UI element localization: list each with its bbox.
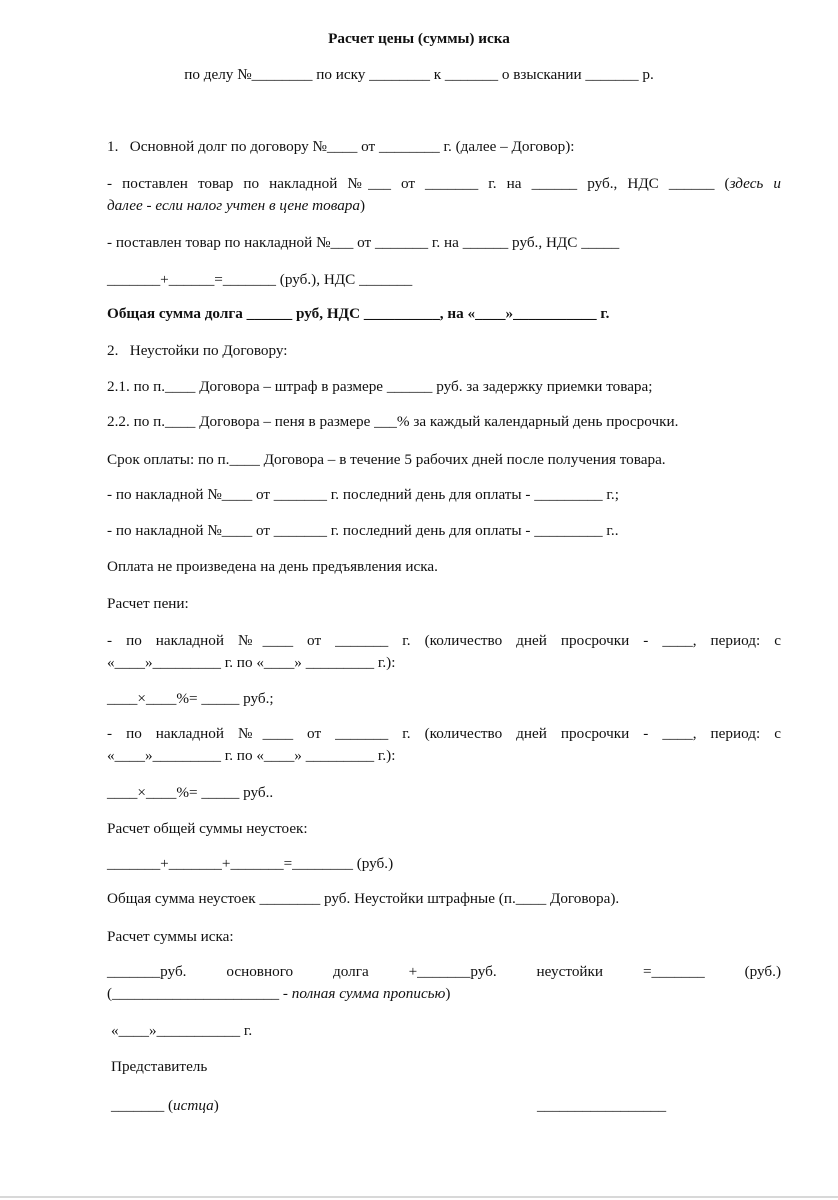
document-subtitle: по делу №________ по иску ________ к _______ о взыскании _______ р. xyxy=(184,66,654,83)
item1-italic-note-cont: далее - если налог учтен в цене товара xyxy=(107,197,360,214)
date-line: «____»___________ г. xyxy=(111,1022,253,1039)
total-penalties-text: Общая сумма неустоек ________ руб. Неустойки штрафные (п.____ Договора). xyxy=(107,890,620,907)
not-paid-statement: Оплата не произведена на день предъявления иска. xyxy=(107,558,438,575)
section1-heading: 1. Основной долг по договору №____ от ________ г. (далее – Договор): xyxy=(107,138,575,155)
total-penalties-formula: _______+_______+_______=________ (руб.) xyxy=(107,855,394,872)
section2-clause-2-2: 2.2. по п.____ Договора – пеня в размере ___% за каждый календарный день просрочки. xyxy=(107,413,679,430)
section2-heading: 2. Неустойки по Договору: xyxy=(107,342,288,359)
section1-sum-formula: _______+______=_______ (руб.), НДС _______ xyxy=(107,271,413,288)
claim-words-note: полная сумма прописью xyxy=(291,985,446,1002)
page-bottom-divider xyxy=(0,1196,838,1198)
signature-role: истца xyxy=(173,1097,214,1114)
claim-formula-line2 xyxy=(107,985,781,1003)
penalty2-line2: «____»_________ г. по «____» _________ г.): xyxy=(107,747,396,764)
section1-total: Общая сумма долга ______ руб, НДС __________, на «____»___________ г. xyxy=(107,305,610,322)
invoice1-deadline: - по накладной №____ от _______ г. последний день для оплаты - _________ г.; xyxy=(107,486,619,503)
claim-calc-heading: Расчет суммы иска: xyxy=(107,928,234,945)
signature-blank: _______ ( xyxy=(111,1097,174,1114)
penalty1-line1: - по накладной №____ от _______ г. (количество дней просрочки - ____, период: с xyxy=(107,632,781,649)
penalty2-formula: ____×____%= _____ руб.. xyxy=(107,784,274,801)
signature-left xyxy=(111,1097,785,1115)
section1-item2: - поставлен товар по накладной №___ от _______ г. на ______ руб., НДС _____ xyxy=(107,234,620,251)
representative-label: Представитель xyxy=(111,1058,208,1075)
signature-line: _________________ xyxy=(537,1097,667,1114)
signature-close-paren: ) xyxy=(213,1097,219,1114)
penalty2-line1: - по накладной №____ от _______ г. (количество дней просрочки - ____, период: с xyxy=(107,725,781,742)
item1-close-paren: ) xyxy=(360,197,366,214)
section1-item1-line1 xyxy=(107,175,781,193)
claim-blank: (______________________ - xyxy=(107,985,292,1002)
total-penalties-heading: Расчет общей суммы неустоек: xyxy=(107,820,308,837)
claim-close-paren: ) xyxy=(445,985,451,1002)
penalty1-line2: «____»_________ г. по «____» _________ г.): xyxy=(107,654,396,671)
document-title: Расчет цены (суммы) иска xyxy=(328,30,510,47)
penalty1-formula: ____×____%= _____ руб.; xyxy=(107,690,274,707)
item1-italic-note: здесь и xyxy=(729,175,782,192)
section1-item1-line2 xyxy=(107,197,781,215)
payment-term: Срок оплаты: по п.____ Договора – в течение 5 рабочих дней после получения товара. xyxy=(107,451,666,468)
claim-formula-line1: _______руб. основного долга +_______руб. неустойки =_______ (руб.) xyxy=(107,963,781,980)
penalty-calc-heading: Расчет пени: xyxy=(107,595,189,612)
item1-text: - поставлен товар по накладной №___ от _______ г. на ______ руб., НДС ______ ( xyxy=(107,175,730,192)
invoice2-deadline: - по накладной №____ от _______ г. последний день для оплаты - _________ г.. xyxy=(107,522,619,539)
section2-clause-2-1: 2.1. по п.____ Договора – штраф в размере ______ руб. за задержку приемки товара; xyxy=(107,378,653,395)
